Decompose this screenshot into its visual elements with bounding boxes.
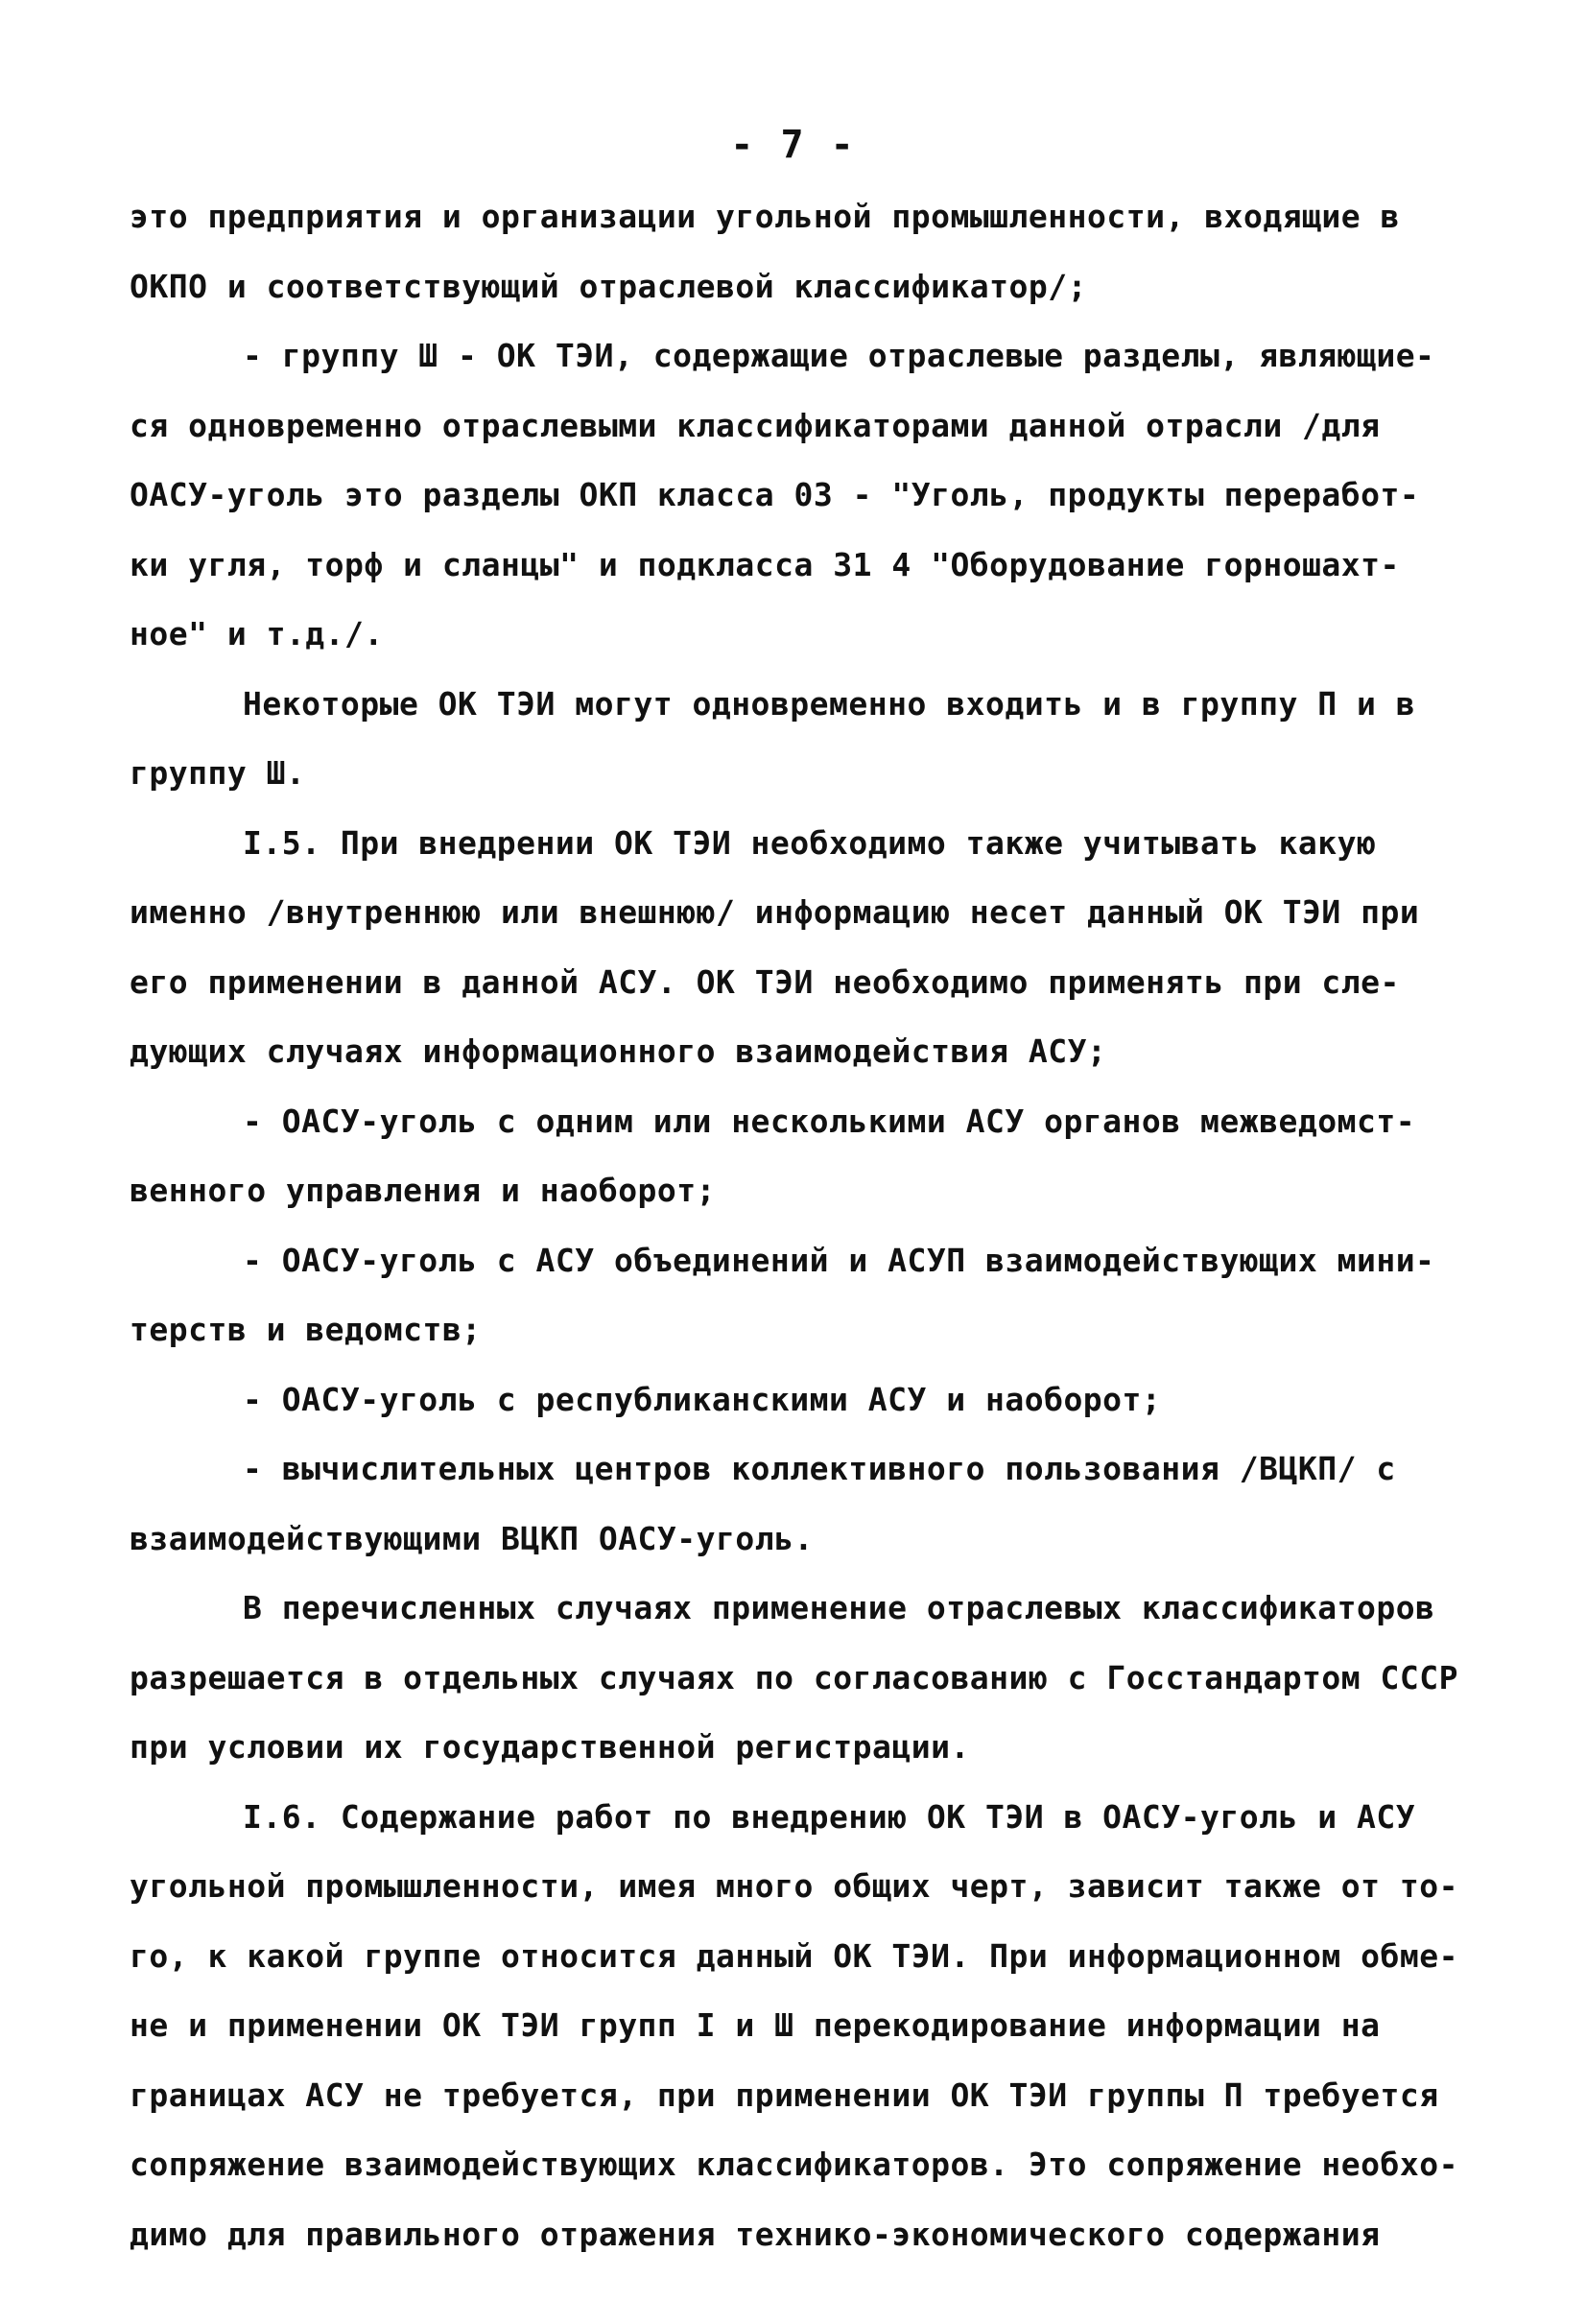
text-line: именно /внутреннюю или внешнюю/ информацию несет данный ОК ТЭИ при <box>130 893 1420 931</box>
text-line: ки угля, торф и сланцы" и подкласса 31 4 "Оборудование горношахт- <box>130 545 1400 583</box>
text-line: ОКПО и соответствующий отраслевой классификатор/; <box>130 267 1088 305</box>
text-line: не и применении ОК ТЭИ групп I и Ш перекодирование информации на <box>130 2006 1381 2044</box>
text-line: угольной промышленности, имея много общих черт, зависит также от то- <box>130 1867 1459 1905</box>
text-line: сопряжение взаимодействующих классификаторов. Это сопряжение необхо- <box>130 2146 1459 2183</box>
text-line: его применении в данной АСУ. ОК ТЭИ необходимо применять при сле- <box>130 962 1400 1001</box>
text-line: димо для правильного отражения технико-экономического содержания <box>130 2215 1381 2253</box>
text-line: ОАСУ-уголь это разделы ОКП класса 03 - "Уголь, продукты переработ- <box>130 476 1420 513</box>
text-line: - группу Ш - ОК ТЭИ, содержащие отраслевые разделы, являющие- <box>243 337 1435 374</box>
text-line: - ОАСУ-уголь с АСУ объединений и АСУП взаимодействующих мини- <box>243 1241 1435 1279</box>
text-line: терств и ведомств; <box>130 1311 482 1348</box>
text-line: при условии их государственной регистрации. <box>130 1728 970 1766</box>
text-line: I.5. При внедрении ОК ТЭИ необходимо также учитывать какую <box>243 823 1377 862</box>
text-line: I.6. Содержание работ по внедрению ОК ТЭИ в ОАСУ-уголь и АСУ <box>243 1797 1416 1836</box>
text-line: это предприятия и организации угольной промышленности, входящие в <box>130 198 1400 235</box>
text-line: - вычислительных центров коллективного пользования /ВЦКП/ с <box>243 1450 1396 1487</box>
text-line: венного управления и наоборот; <box>130 1172 717 1209</box>
text-line: ся одновременно отраслевыми классификаторами данной отрасли /для <box>130 406 1381 444</box>
body-text <box>130 182 1492 2269</box>
text-line: границах АСУ не требуется, при применении ОК ТЭИ группы П требуется <box>130 2075 1439 2114</box>
text-line: Некоторые ОК ТЭИ могут одновременно входить и в группу П и в <box>243 684 1416 723</box>
text-line: разрешается в отдельных случаях по согласованию с Госстандартом СССР <box>130 1658 1459 1696</box>
text-line: группу Ш. <box>130 754 306 792</box>
text-line: взаимодействующими ВЦКП ОАСУ-уголь. <box>130 1519 814 1557</box>
text-line: го, к какой группе относится данный ОК ТЭИ. При информационном обме- <box>130 1936 1459 1975</box>
page-number: - 7 - <box>730 123 856 167</box>
text-line: - ОАСУ-уголь с одним или несколькими АСУ органов межведомст- <box>243 1102 1416 1140</box>
text-line: дующих случаях информационного взаимодействия АСУ; <box>130 1032 1107 1070</box>
text-line: ное" и т.д./. <box>130 615 384 652</box>
text-line: В перечисленных случаях применение отраслевых классификаторов <box>243 1589 1435 1626</box>
text-line: - ОАСУ-уголь с республиканскими АСУ и наоборот; <box>243 1380 1162 1418</box>
